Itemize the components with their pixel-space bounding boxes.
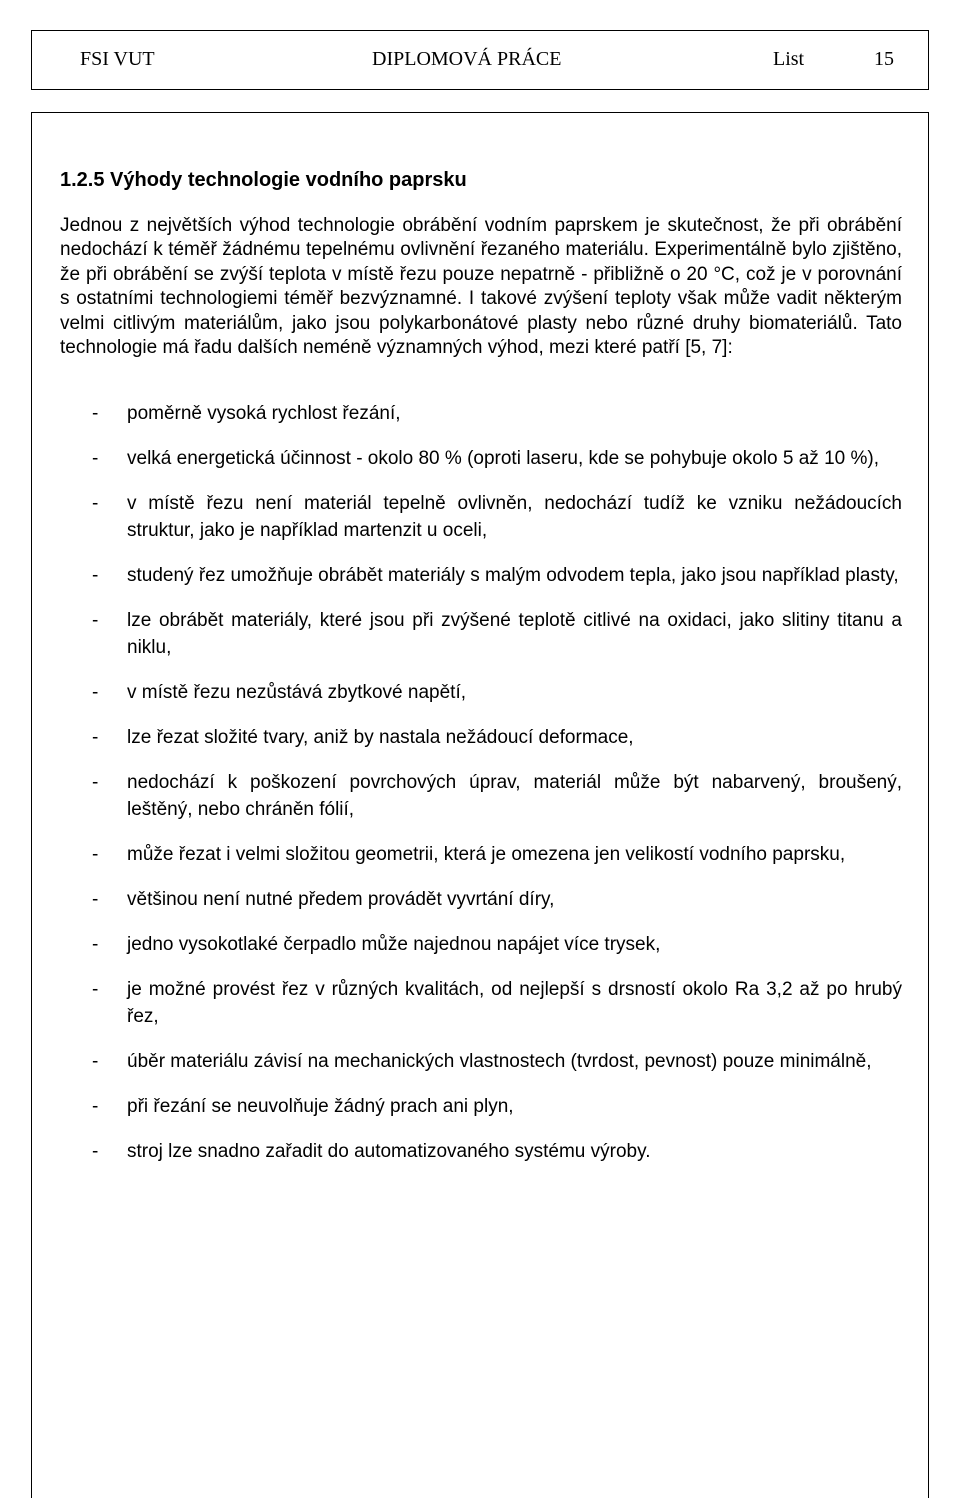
list-item-text: jedno vysokotlaké čerpadlo může najednou napájet více trysek, — [127, 934, 661, 956]
list-item-text: lze řezat složité tvary, aniž by nastala nežádoucí deformace, — [127, 727, 634, 749]
header-institution: FSI VUT — [80, 48, 155, 70]
list-item — [60, 724, 902, 751]
advantages-list — [60, 400, 902, 1165]
header-page-number: 15 — [874, 48, 894, 70]
bullet-dash: - — [92, 493, 99, 515]
list-item-text: stroj lze snadno zařadit do automatizovaného systému výroby. — [127, 1141, 651, 1163]
page-header — [31, 30, 929, 90]
bullet-dash: - — [92, 1096, 99, 1118]
header-list-label: List — [773, 48, 805, 70]
bullet-dash: - — [92, 934, 99, 956]
list-item — [60, 1093, 902, 1120]
bullet-dash: - — [92, 565, 99, 587]
list-item — [60, 400, 902, 427]
bullet-dash: - — [92, 403, 99, 425]
intro-paragraph: Jednou z největších výhod technologie obrábění vodním paprskem je skutečnost, že při obrábění nedochází k téměř žádnému tepelnému ovlivnění řezaného materiálu. Experimentálně bylo zjištěno, že při obrábění se zvýší teplota v místě řezu pouze nepatrně - přibližně o 20 °C, což je v porovnání s ostatními technologiemi téměř bezvýznamné. I takové zvýšení teploty však může vadit některým velmi citlivým materiálům, jako jsou polykarbonátové plasty nebo různé druhy biomateriálů. Tato technologie má řadu dalších neméně významných výhod, mezi které patří [5, 7]: — [60, 215, 902, 359]
bullet-dash: - — [92, 610, 99, 632]
list-item-text: studený řez umožňuje obrábět materiály s malým odvodem tepla, jako jsou například plasty, — [127, 565, 899, 587]
header-document-type: DIPLOMOVÁ PRÁCE — [372, 48, 562, 70]
list-item-text: při řezání se neuvolňuje žádný prach ani plyn, — [127, 1096, 514, 1118]
bullet-dash: - — [92, 979, 99, 1001]
list-item — [60, 1138, 902, 1165]
list-item — [60, 769, 902, 823]
list-item-text: nedochází k poškození povrchových úprav, materiál může být nabarvený, broušený, leštěný, nebo chráněn fólií, — [127, 772, 902, 821]
list-item-text: lze obrábět materiály, které jsou při zvýšené teplotě citlivé na oxidaci, jako slitiny titanu a niklu, — [127, 610, 902, 659]
list-item-text: je možné provést řez v různých kvalitách, od nejlepší s drsností okolo Ra 3,2 až po hrubý řez, — [127, 979, 902, 1028]
list-item-text: poměrně vysoká rychlost řezání, — [127, 403, 401, 425]
list-item — [60, 607, 902, 661]
list-item — [60, 445, 902, 472]
list-item — [60, 490, 902, 544]
bullet-dash: - — [92, 772, 99, 794]
list-item — [60, 886, 902, 913]
list-item-text: úběr materiálu závisí na mechanických vlastnostech (tvrdost, pevnost) pouze minimálně, — [127, 1051, 872, 1073]
list-item — [60, 931, 902, 958]
list-item — [60, 1048, 902, 1075]
list-item-text: může řezat i velmi složitou geometrii, která je omezena jen velikostí vodního paprsku, — [127, 844, 846, 866]
bullet-dash: - — [92, 727, 99, 749]
bullet-dash: - — [92, 682, 99, 704]
section-heading: 1.2.5 Výhody technologie vodního paprsku — [60, 169, 467, 191]
bullet-dash: - — [92, 844, 99, 866]
bullet-dash: - — [92, 448, 99, 470]
bullet-dash: - — [92, 1051, 99, 1073]
list-item-text: většinou není nutné předem provádět vyvrtání díry, — [127, 889, 555, 911]
list-item-text: velká energetická účinnost - okolo 80 % (oproti laseru, kde se pohybuje okolo 5 až 10 %), — [127, 448, 879, 470]
list-item — [60, 841, 902, 868]
page-content — [60, 166, 902, 1183]
list-item — [60, 679, 902, 706]
bullet-dash: - — [92, 889, 99, 911]
list-item-text: v místě řezu nezůstává zbytkové napětí, — [127, 682, 467, 704]
bullet-dash: - — [92, 1141, 99, 1163]
list-item-text: v místě řezu není materiál tepelně ovlivněn, nedochází tudíž ke vzniku nežádoucích struktur, jako je například martenzit u oceli, — [127, 493, 902, 542]
list-item — [60, 976, 902, 1030]
list-item — [60, 562, 902, 589]
